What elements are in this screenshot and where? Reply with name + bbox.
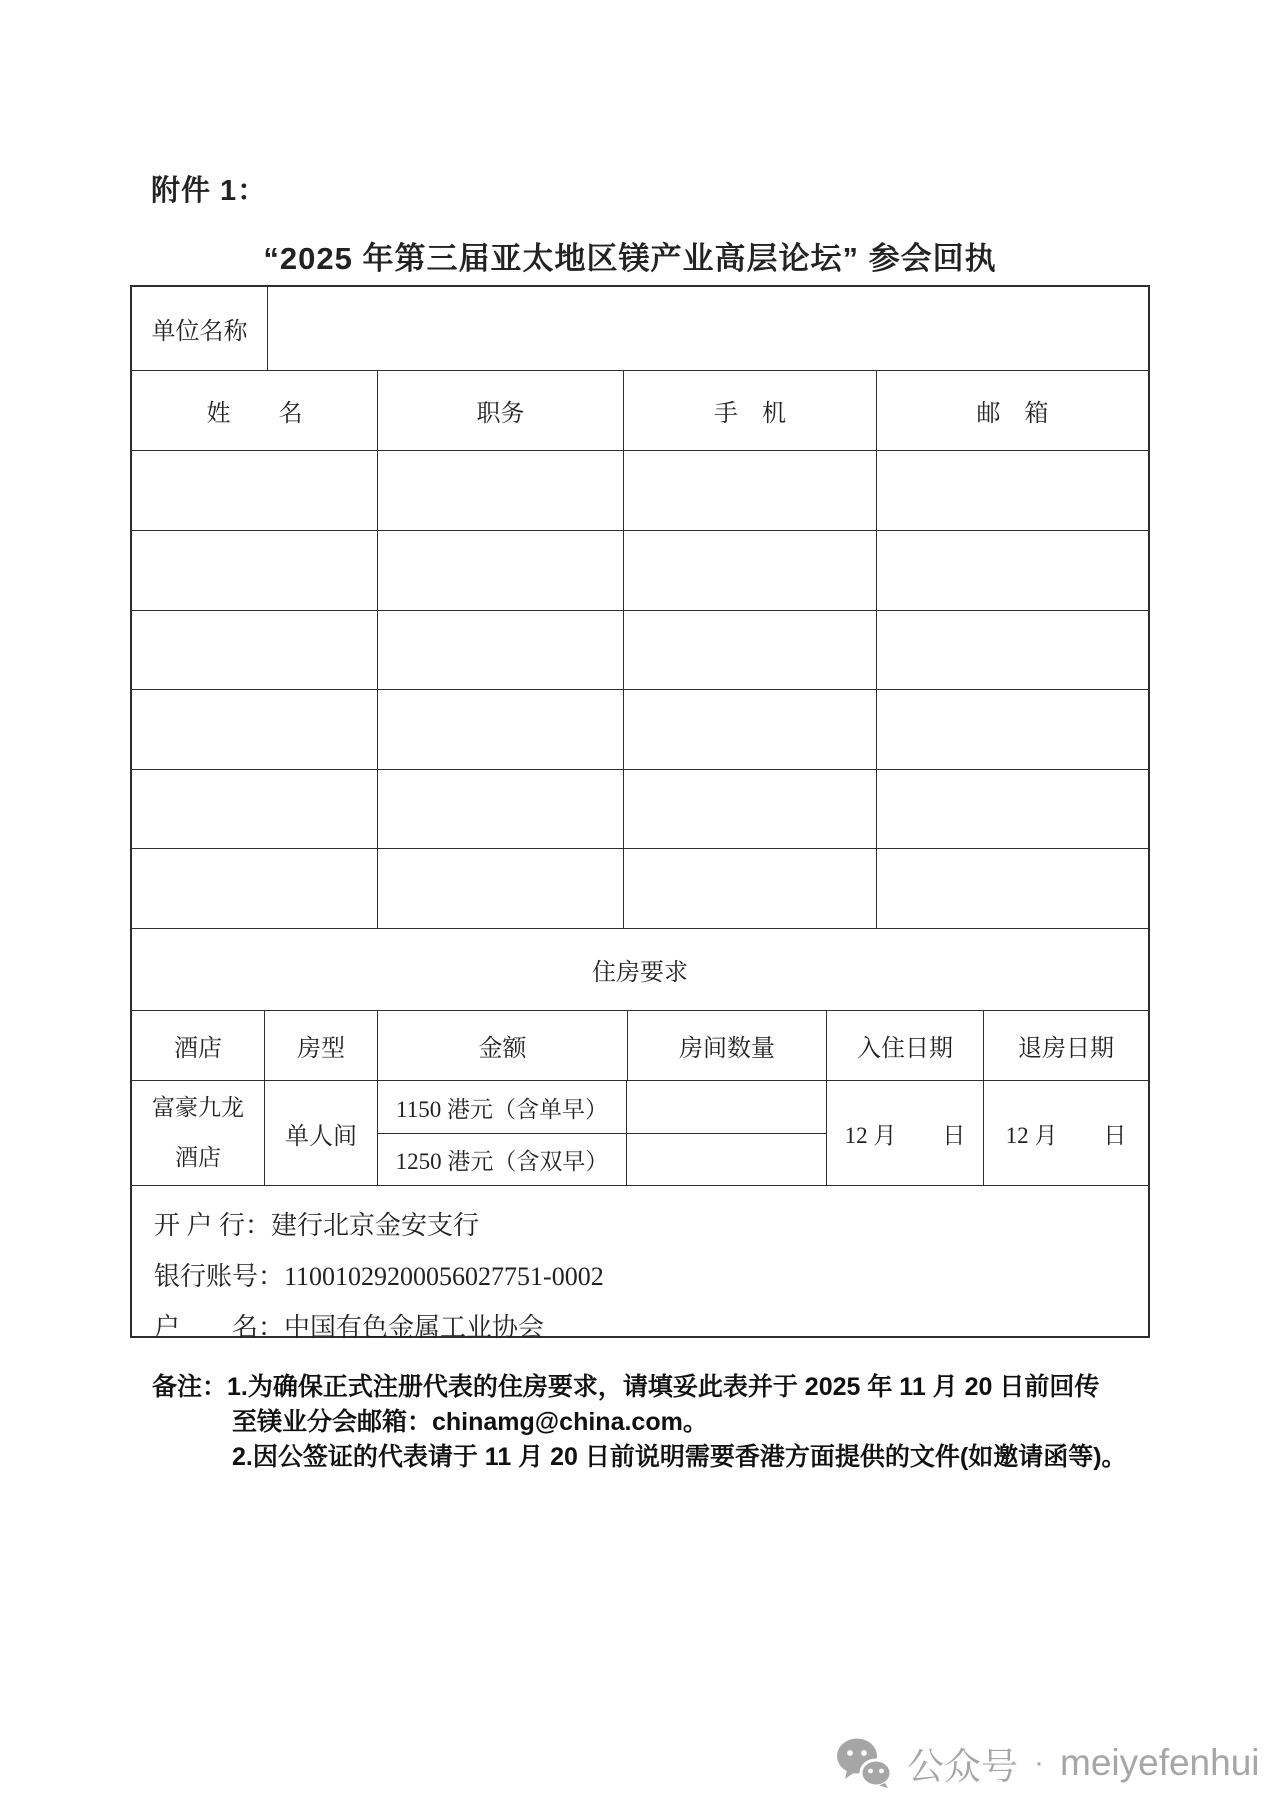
contact-mobile-cell <box>624 611 877 690</box>
bank-holder-line: 户 名：中国有色金属工业协会 <box>154 1312 545 1342</box>
housing-section-row <box>132 929 1148 1011</box>
amount-option-1: 1150 港元（含单早） <box>378 1081 627 1132</box>
contact-position-cell <box>378 451 624 530</box>
contact-email-cell <box>877 451 1148 530</box>
housing-header-check-out: 退房日期 <box>1018 1036 1114 1063</box>
housing-header-room-count: 房间数量 <box>628 1011 827 1081</box>
unit-name-row <box>132 287 1148 371</box>
wechat-icon <box>835 1737 893 1789</box>
housing-header-hotel: 酒店 <box>132 1011 265 1081</box>
contact-name-cell <box>132 690 378 769</box>
contact-header-row <box>132 371 1148 452</box>
contact-mobile-cell <box>624 451 877 530</box>
notes-block <box>152 1370 1152 1475</box>
bank-info-cell <box>132 1186 1148 1342</box>
housing-section-title: 住房要求 <box>592 959 688 986</box>
amount-room-count-group <box>378 1081 827 1185</box>
contact-row <box>132 770 1148 850</box>
bank-account-line: 银行账号：11001029200056027751-0002 <box>154 1261 604 1291</box>
room-count-option-2 <box>627 1134 826 1185</box>
contact-position-cell <box>378 531 624 610</box>
registration-form-table <box>130 285 1150 1342</box>
wechat-watermark <box>835 1736 1260 1790</box>
check-out-date-cell: 12 月 日 <box>1005 1122 1127 1148</box>
amount-option-2: 1250 港元（含双早） <box>378 1134 627 1185</box>
contact-header-email: 邮 箱 <box>976 400 1049 427</box>
housing-header-room-type: 房型 <box>265 1011 378 1081</box>
room-count-option-1 <box>627 1081 826 1132</box>
contact-name-cell <box>132 611 378 690</box>
contact-header-name: 姓 名 <box>132 371 378 451</box>
amount-option-row-1 <box>378 1081 826 1133</box>
notes-line-1: 备注：1.为确保正式注册代表的住房要求，请填妥此表并于 2025 年 11 月 20 日前回传 <box>152 1373 1100 1401</box>
contact-mobile-cell <box>624 770 877 849</box>
contact-position-cell <box>378 611 624 690</box>
contact-header-mobile: 手 机 <box>624 371 877 451</box>
housing-data-row <box>132 1081 1148 1186</box>
check-in-date-cell: 12 月 日 <box>827 1081 984 1185</box>
contact-mobile-cell <box>624 849 877 928</box>
contact-email-cell <box>877 849 1148 928</box>
bank-branch-line: 开 户 行：建行北京金安支行 <box>154 1210 480 1240</box>
contact-header-position: 职务 <box>378 371 624 451</box>
unit-name-input-cell <box>268 287 1148 370</box>
contact-row <box>132 531 1148 611</box>
contact-name-cell <box>132 451 378 530</box>
contact-mobile-cell <box>624 531 877 610</box>
contact-position-cell <box>378 690 624 769</box>
notes-line-3: 2.因公签证的代表请于 11 月 20 日前说明需要香港方面提供的文件(如邀请函等)。 <box>232 1443 1127 1471</box>
contact-name-cell <box>132 770 378 849</box>
room-type-cell: 单人间 <box>265 1081 378 1185</box>
notes-line-2: 至镁业分会邮箱：chinamg@china.com。 <box>232 1408 708 1436</box>
contact-email-cell <box>877 690 1148 769</box>
housing-header-amount: 金额 <box>378 1011 628 1081</box>
contact-email-cell <box>877 770 1148 849</box>
contact-name-cell <box>132 531 378 610</box>
contact-row <box>132 690 1148 770</box>
separator-dot: · <box>1034 1746 1044 1779</box>
attachment-label: 附件 1： <box>151 175 268 207</box>
contact-name-cell <box>132 849 378 928</box>
housing-header-check-in: 入住日期 <box>827 1011 984 1081</box>
hotel-name-line1: 富豪九龙 <box>152 1095 244 1121</box>
contact-mobile-cell <box>624 690 877 769</box>
hotel-name-cell <box>132 1081 265 1185</box>
contact-email-cell <box>877 531 1148 610</box>
page-title: “2025 年第三届亚太地区镁产业高层论坛” 参会回执 <box>263 241 997 276</box>
contact-row <box>132 611 1148 691</box>
unit-name-label: 单位名称 <box>132 287 268 370</box>
contact-row <box>132 849 1148 929</box>
contact-row <box>132 451 1148 531</box>
hotel-name-line2: 酒店 <box>175 1145 221 1171</box>
contact-email-cell <box>877 611 1148 690</box>
contact-position-cell <box>378 770 624 849</box>
amount-option-row-2 <box>378 1134 826 1185</box>
bank-info-row <box>132 1186 1148 1342</box>
wechat-label: 公众号 <box>907 1746 1018 1787</box>
wechat-account-name: meiyefenhui <box>1060 1742 1260 1783</box>
housing-header-row <box>132 1011 1148 1082</box>
contact-position-cell <box>378 849 624 928</box>
